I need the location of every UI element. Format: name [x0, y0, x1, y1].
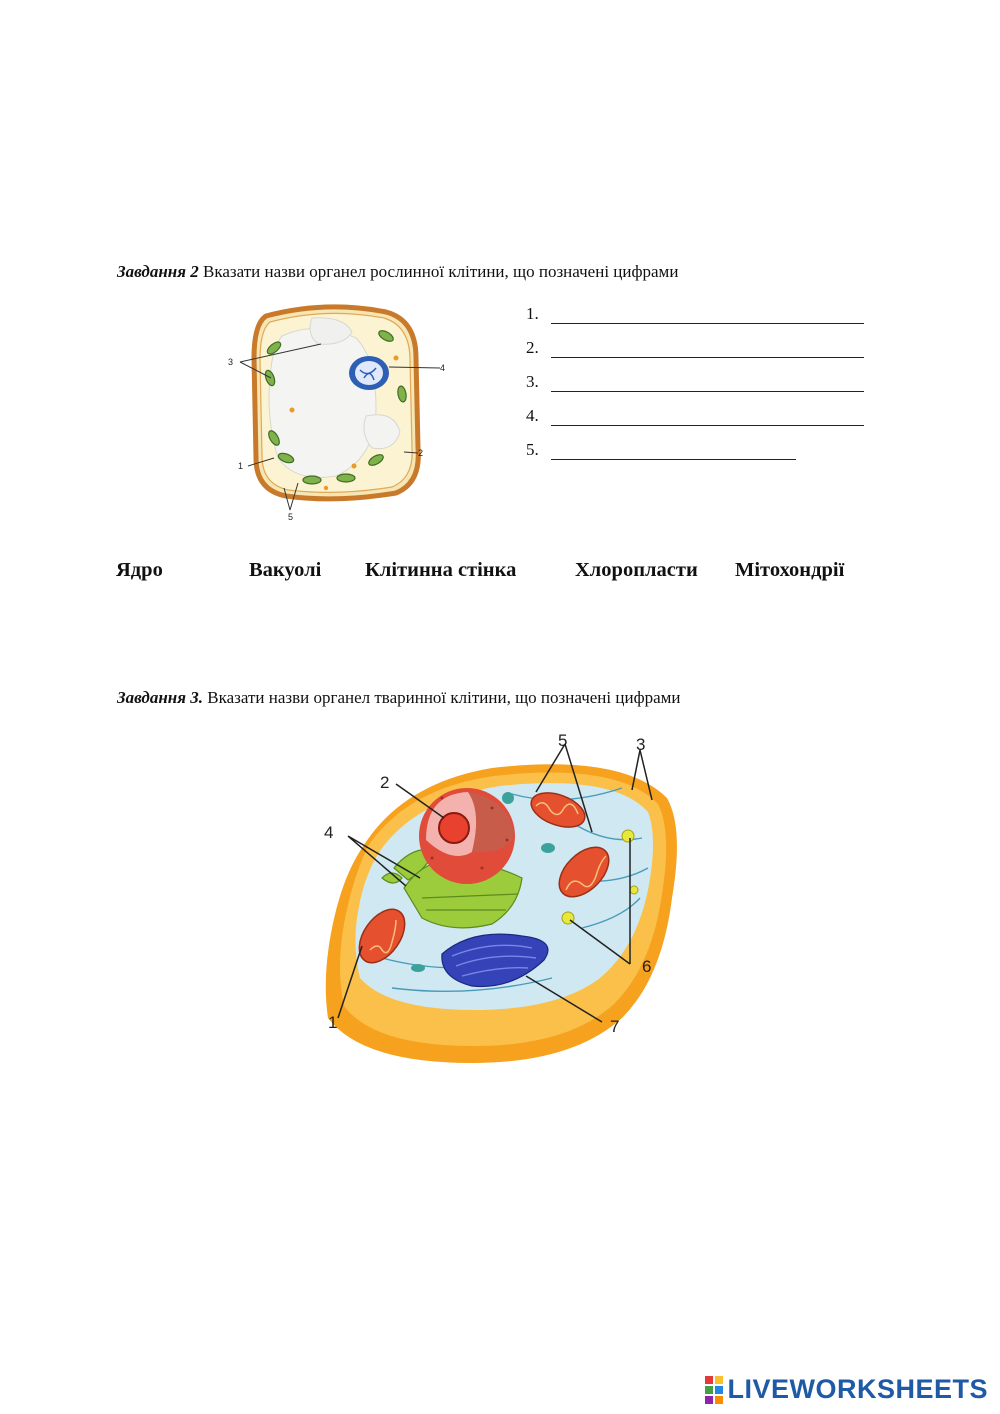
- answer-row: [526, 372, 864, 406]
- animal-label-3: 3: [636, 735, 646, 754]
- plant-label-5: 5: [288, 512, 294, 522]
- word-bank-item[interactable]: Вакуолі: [249, 559, 322, 581]
- answer-number: 5.: [526, 440, 539, 459]
- answer-input-5[interactable]: [551, 442, 796, 461]
- task-3-lead: Завдання 3.: [117, 688, 203, 707]
- answer-row: [526, 440, 864, 474]
- logo-text: LIVEWORKSHEETS: [727, 1374, 988, 1404]
- answer-line[interactable]: [551, 338, 864, 358]
- animal-label-5: 5: [558, 731, 568, 750]
- answer-line[interactable]: [551, 372, 864, 392]
- word-bank-item[interactable]: Клітинна стінка: [365, 559, 517, 581]
- answer-line[interactable]: [551, 304, 864, 324]
- animal-label-6: 6: [642, 957, 652, 976]
- animal-label-4: 4: [324, 823, 334, 842]
- animal-label-2: 2: [380, 773, 390, 792]
- plant-label-3: 3: [228, 357, 234, 367]
- answer-line[interactable]: [551, 440, 796, 460]
- answer-number: 1.: [526, 304, 539, 323]
- task-3-text: Вказати назви органел тваринної клітини, що позначені цифрами: [207, 688, 681, 707]
- plant-label-2: 2: [418, 448, 424, 458]
- answer-row: [526, 304, 864, 338]
- task-3-title: [117, 688, 681, 708]
- animal-cell-diagram: [322, 728, 678, 1073]
- task-2-answer-list: [526, 304, 864, 474]
- answer-row: [526, 338, 864, 372]
- answer-input-3[interactable]: [551, 374, 864, 393]
- plant-label-4: 4: [440, 363, 446, 373]
- answer-line[interactable]: [551, 406, 864, 426]
- answer-number: 2.: [526, 338, 539, 357]
- answer-input-4[interactable]: [551, 408, 864, 427]
- answer-number: 3.: [526, 372, 539, 391]
- answer-input-2[interactable]: [551, 340, 864, 359]
- task-2-title: [117, 262, 678, 282]
- logo-blocks-icon: [705, 1376, 723, 1404]
- answer-row: [526, 406, 864, 440]
- task-2-text: Вказати назви органел рослинної клітини, що позначені цифрами: [203, 262, 679, 281]
- word-bank-item[interactable]: Ядро: [116, 559, 163, 581]
- word-bank-item[interactable]: Хлоропласти: [575, 559, 698, 581]
- answer-number: 4.: [526, 406, 539, 425]
- animal-label-1: 1: [328, 1013, 338, 1032]
- plant-label-1: 1: [238, 461, 244, 471]
- task-2-lead: Завдання 2: [117, 262, 199, 281]
- liveworksheets-logo[interactable]: [705, 1374, 988, 1405]
- word-bank-item[interactable]: Мітохондрії: [735, 559, 845, 581]
- animal-label-7: 7: [610, 1017, 620, 1036]
- answer-input-1[interactable]: [551, 306, 864, 325]
- plant-cell-diagram: [226, 298, 446, 523]
